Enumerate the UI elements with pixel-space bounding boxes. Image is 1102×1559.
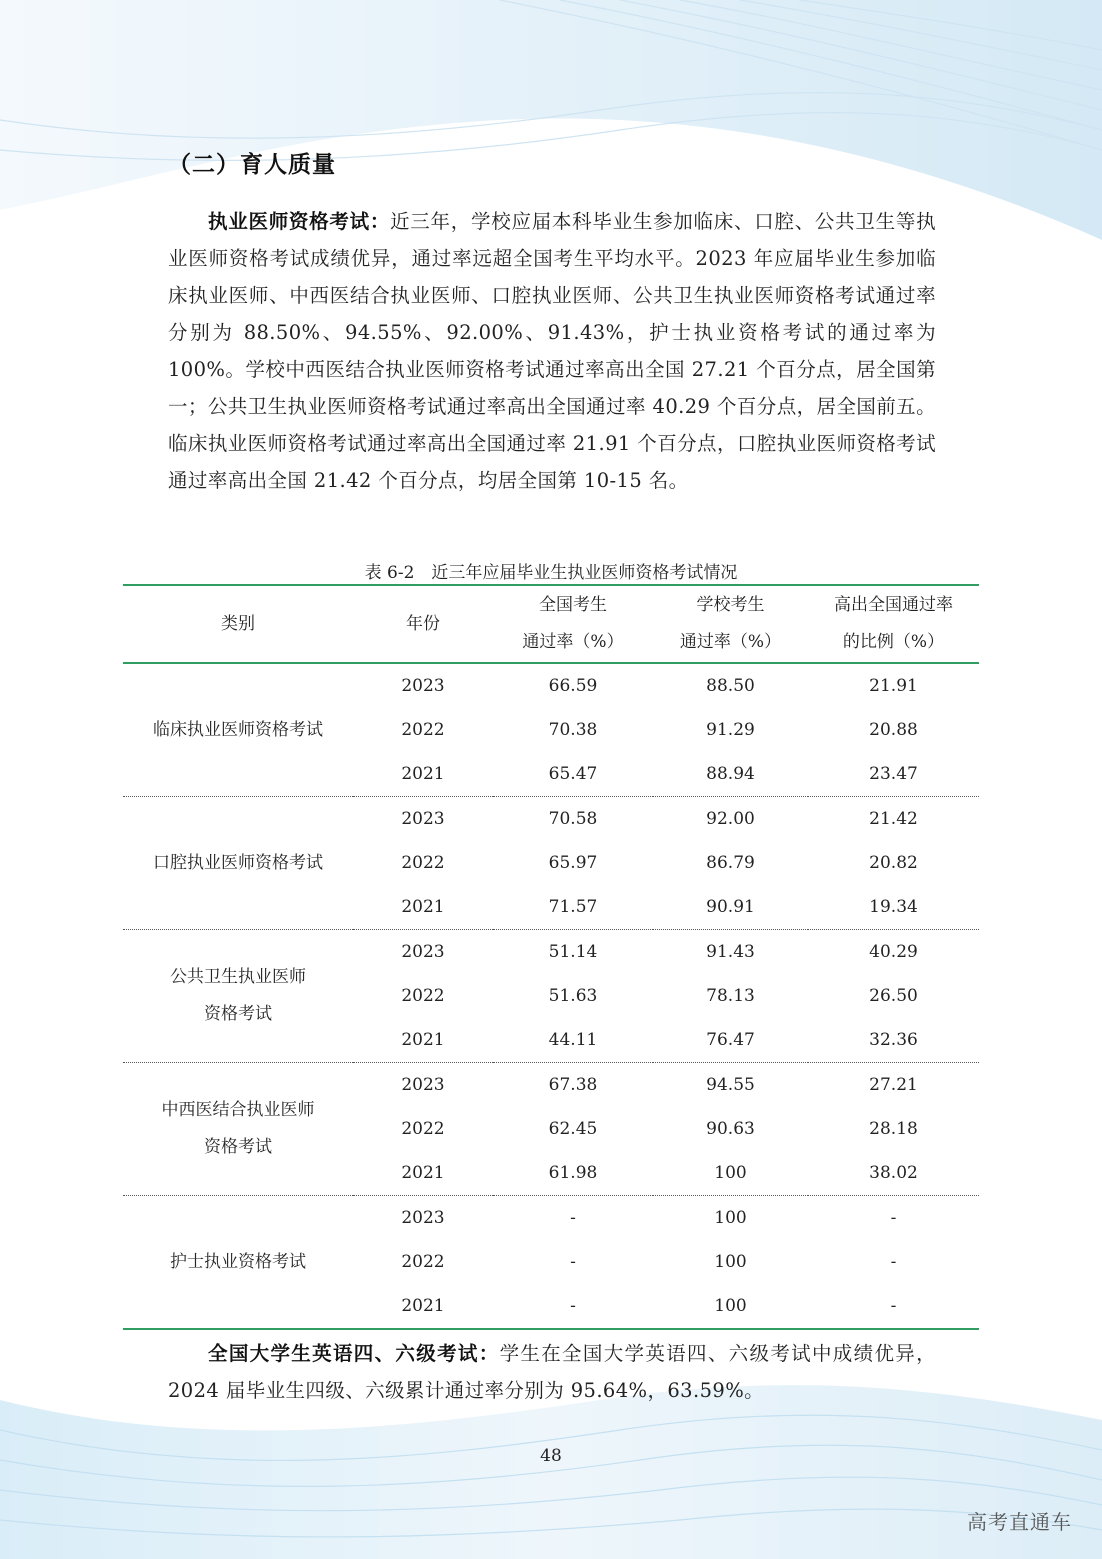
national-rate-cell: -	[570, 1208, 576, 1228]
year-cell: 2022	[401, 986, 445, 1006]
difference-cell: -	[890, 1208, 897, 1228]
national-rate-cell: -	[570, 1252, 576, 1272]
difference-cell: 23.47	[808, 752, 979, 797]
school-rate-cell: 100	[653, 1284, 808, 1329]
exam-table	[123, 584, 979, 1330]
school-rate-cell: 92.00	[706, 809, 755, 829]
year-cell: 2023	[401, 942, 445, 962]
national-rate-cell: 51.63	[548, 986, 598, 1006]
difference-cell: 38.02	[808, 1151, 979, 1196]
table-row	[123, 797, 979, 842]
paragraph-cet-exam	[168, 1335, 936, 1409]
table-header-row	[123, 585, 979, 663]
section-title: （二）育人质量	[168, 152, 336, 178]
national-rate-cell: 62.45	[548, 1119, 598, 1139]
table-row	[123, 663, 979, 708]
paragraph-lead: 执业医师资格考试：	[208, 210, 391, 233]
year-cell: 2023	[401, 1208, 445, 1228]
national-rate-cell: 70.38	[548, 720, 598, 740]
header-national-rate: 全国考生 通过率（%）	[493, 585, 653, 663]
national-rate-cell: 70.58	[548, 809, 598, 829]
category-cell: 口腔执业医师资格考试	[123, 797, 353, 930]
year-cell: 2021	[353, 885, 493, 930]
school-rate-cell: 90.63	[706, 1119, 755, 1139]
national-rate-cell: 66.59	[548, 676, 598, 696]
school-rate-cell: 91.43	[706, 942, 755, 962]
year-cell: 2021	[353, 1151, 493, 1196]
national-rate-cell: 61.98	[493, 1151, 653, 1196]
national-rate-cell: 65.47	[493, 752, 653, 797]
header-school-rate: 学校考生 通过率（%）	[653, 585, 808, 663]
school-rate-cell: 100	[714, 1208, 747, 1228]
national-rate-cell: 51.14	[548, 942, 598, 962]
year-cell: 2022	[401, 853, 445, 873]
year-cell: 2023	[401, 1075, 445, 1095]
school-rate-cell: 90.91	[653, 885, 808, 930]
year-cell: 2022	[401, 1119, 445, 1139]
year-cell: 2021	[353, 1018, 493, 1063]
year-cell: 2022	[401, 1252, 445, 1272]
school-rate-cell: 94.55	[706, 1075, 755, 1095]
school-rate-cell: 76.47	[653, 1018, 808, 1063]
difference-cell: 32.36	[808, 1018, 979, 1063]
national-rate-cell: 67.38	[548, 1075, 598, 1095]
year-cell: 2023	[401, 809, 445, 829]
table-caption: 表 6-2 近三年应届毕业生执业医师资格考试情况	[364, 563, 738, 583]
difference-cell: 21.91	[869, 676, 918, 696]
header-category: 类别	[123, 585, 353, 663]
national-rate-cell: 65.97	[548, 853, 598, 873]
difference-cell: 21.42	[869, 809, 918, 829]
header-difference: 高出全国通过率 的比例（%）	[808, 585, 979, 663]
school-rate-cell: 100	[714, 1252, 747, 1272]
paragraph-lead: 全国大学生英语四、六级考试：	[208, 1342, 500, 1365]
year-cell: 2023	[401, 676, 445, 696]
school-rate-cell: 88.50	[706, 676, 755, 696]
year-cell: 2021	[353, 1284, 493, 1329]
school-rate-cell: 86.79	[706, 853, 755, 873]
year-cell: 2021	[353, 752, 493, 797]
national-rate-cell: 44.11	[493, 1018, 653, 1063]
difference-cell: 28.18	[869, 1119, 918, 1139]
school-rate-cell: 88.94	[653, 752, 808, 797]
table-row	[123, 930, 979, 975]
difference-cell: 40.29	[869, 942, 918, 962]
school-rate-cell: 91.29	[706, 720, 755, 740]
paragraph-body: 近三年，学校应届本科毕业生参加临床、口腔、公共卫生等执业医师资格考试成绩优异，通过率远超全国考生平均水平。2023 年应届毕业生参加临床执业医师、中西医结合执业医师、口腔执业医师、公共卫生执业医师资格考试通过率分别为 88.50%、94.55%、92.00%、91.43%，护士执业资格考试的通过率为 100%。学校中西医结合执业医师资格考试通过率高出全国 27.21 个百分点，居全国第一；公共卫生执业医师资格考试通过率高出全国通过率 40.29 个百分点，居全国前五。临床执业医师资格考试通过率高出全国通过率 21.91 个百分点，口腔执业医师资格考试通过率高出全国 21.42 个百分点，均居全国第 10-15 名。	[168, 210, 936, 492]
paragraph-medical-exam	[168, 203, 936, 499]
year-cell: 2022	[401, 720, 445, 740]
difference-cell: 26.50	[869, 986, 918, 1006]
category-cell: 公共卫生执业医师 资格考试	[123, 930, 353, 1063]
category-cell: 中西医结合执业医师 资格考试	[123, 1063, 353, 1196]
school-rate-cell: 78.13	[706, 986, 755, 1006]
table-row	[123, 1063, 979, 1108]
watermark-text: 高考直通车	[967, 1510, 1072, 1534]
difference-cell: 19.34	[808, 885, 979, 930]
national-rate-cell: -	[493, 1284, 653, 1329]
difference-cell: 27.21	[869, 1075, 918, 1095]
difference-cell: -	[890, 1252, 897, 1272]
category-cell: 护士执业资格考试	[123, 1196, 353, 1330]
page-number: 48	[540, 1446, 562, 1466]
header-year: 年份	[353, 585, 493, 663]
paragraph-body: 学生在全国大学英语四、六级考试中成绩优异，2024 届毕业生四级、六级累计通过率分别为 95.64%，63.59%。	[168, 1342, 936, 1402]
national-rate-cell: 71.57	[493, 885, 653, 930]
category-cell: 临床执业医师资格考试	[123, 663, 353, 797]
table-row	[123, 1196, 979, 1241]
difference-cell: 20.82	[869, 853, 918, 873]
difference-cell: -	[808, 1284, 979, 1329]
school-rate-cell: 100	[653, 1151, 808, 1196]
difference-cell: 20.88	[869, 720, 918, 740]
